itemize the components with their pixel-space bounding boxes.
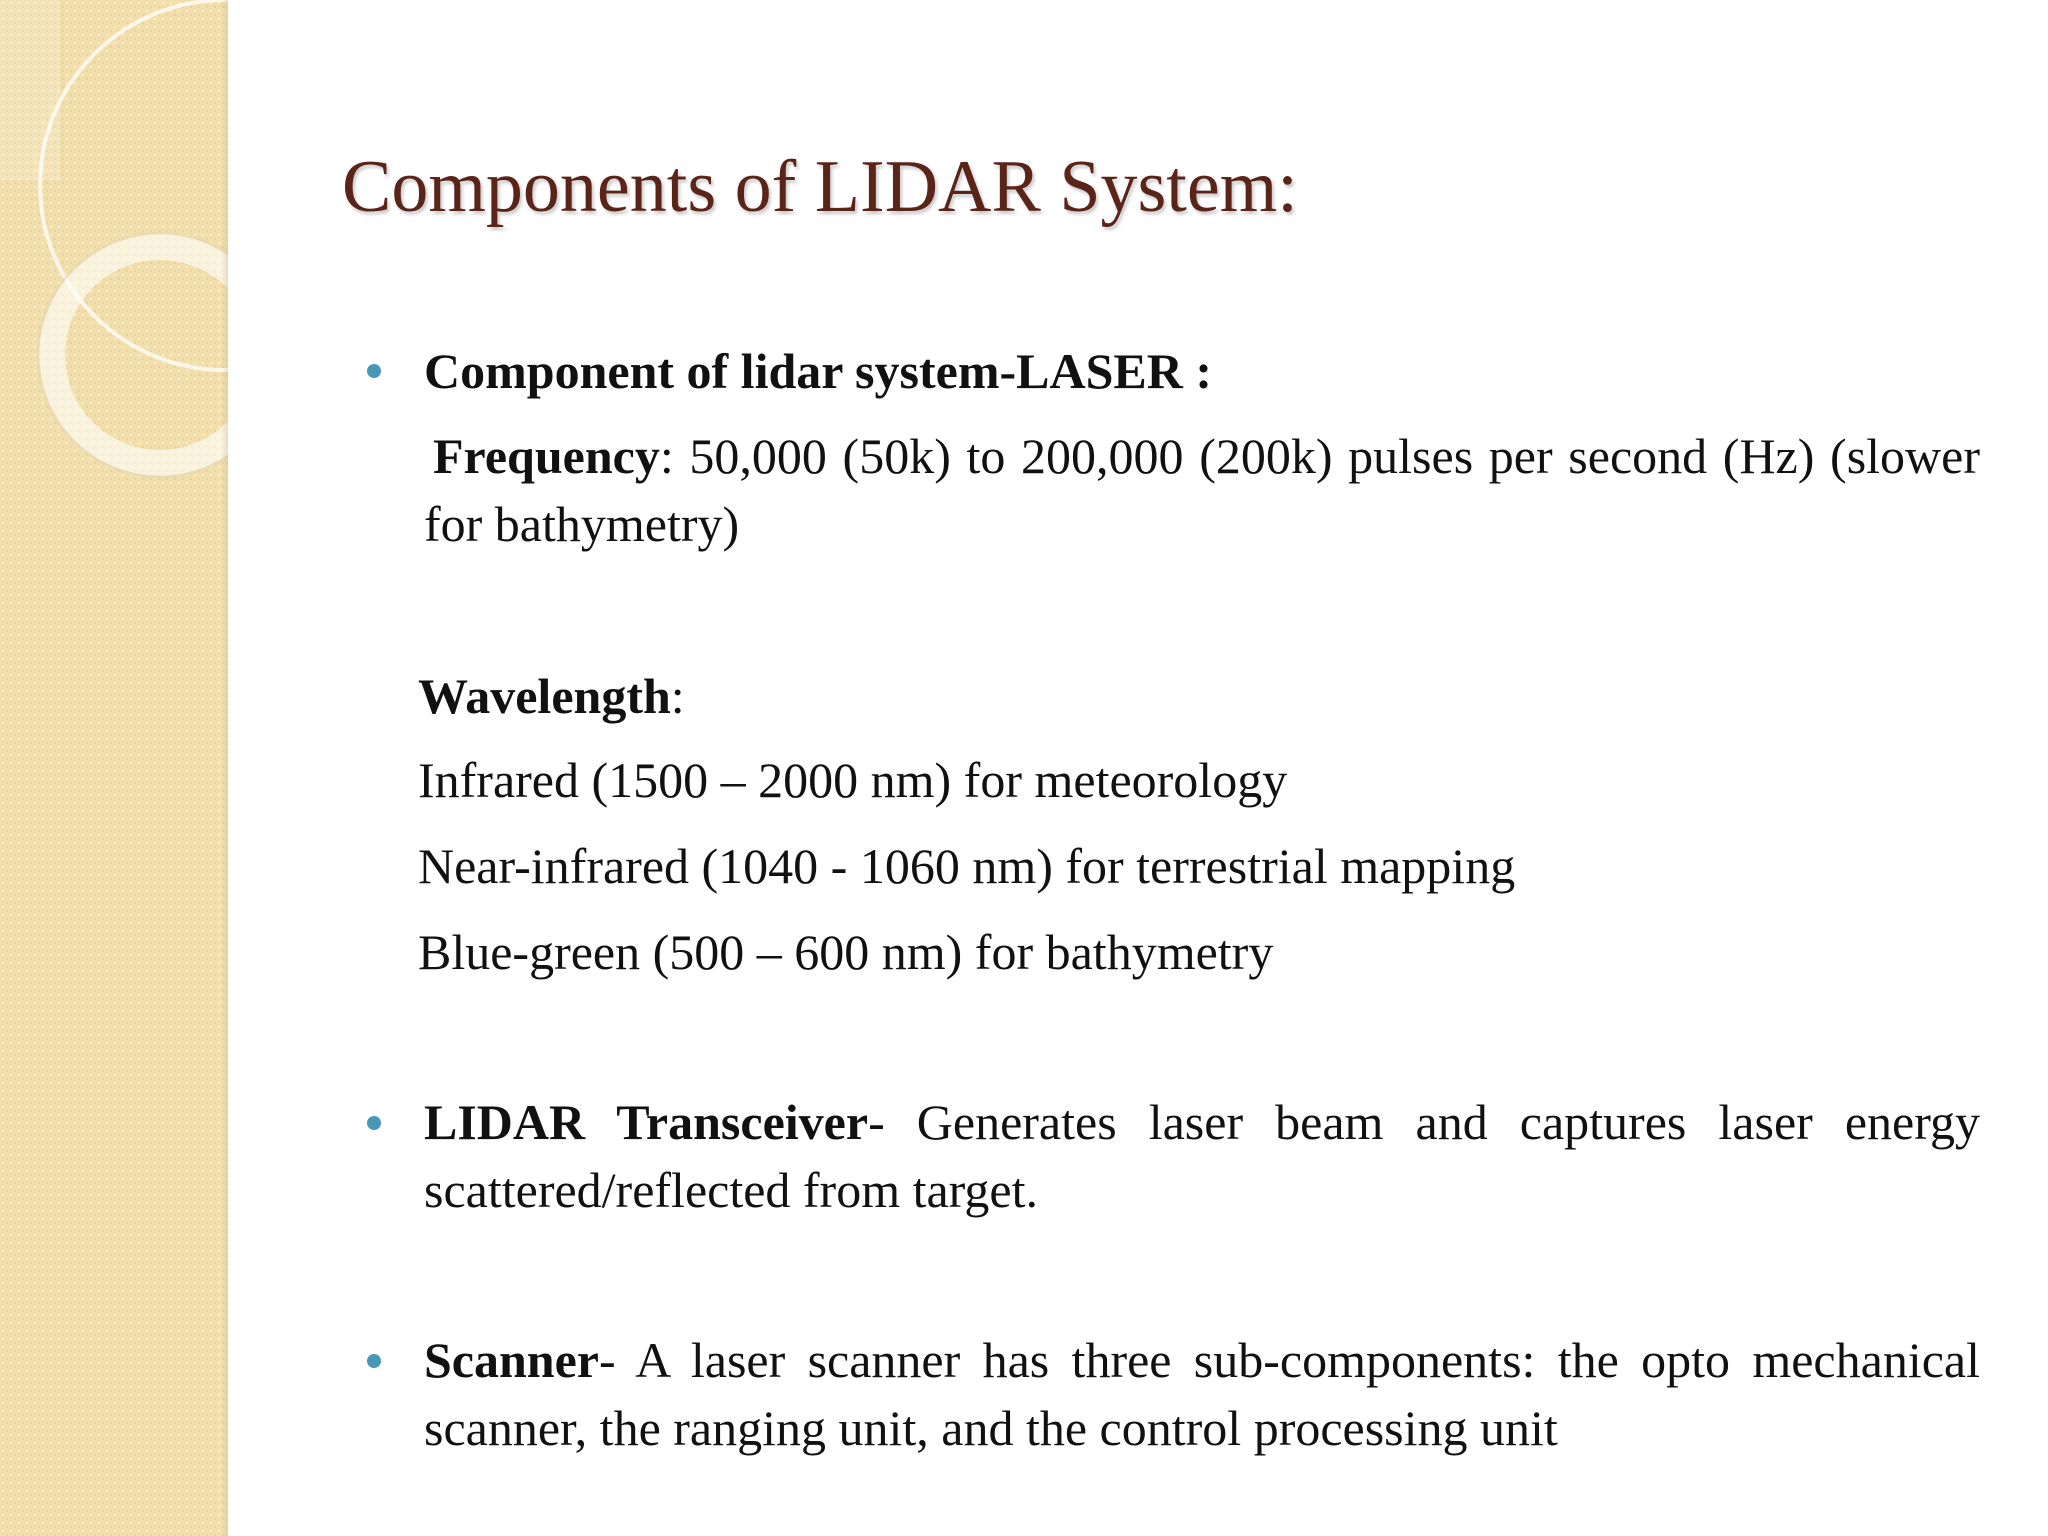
scanner-text: - A laser scanner has three sub-components: the opto mechanical scanner, the ranging unit, and the control processing unit [424,1332,1980,1456]
wavelength-item: Blue-green (500 – 600 nm) for bathymetry [418,924,1274,980]
bullet-marker [367,1116,381,1130]
wavelength-item: Infrared (1500 – 2000 nm) for meteorology [418,752,1288,808]
transceiver-paragraph [424,1088,1980,1224]
wavelength-colon: : [670,668,685,724]
wavelength-item: Near-infrared (1040 - 1060 nm) for terrestrial mapping [418,838,1516,894]
laser-heading: Component of lidar system-LASER : [424,343,1212,399]
wavelength-heading [418,662,685,730]
bullet-marker [367,364,381,378]
wavelength-label: Wavelength [418,668,671,724]
bullet-marker [367,1354,381,1368]
frequency-text: : 50,000 (50k) to 200,000 (200k) pulses per second (Hz) (slower for bathymetry) [424,428,1980,552]
transceiver-label: LIDAR Transceiver [424,1094,869,1150]
transceiver-text: - Generates laser beam and captures laser energy scattered/reflected from target. [424,1094,1980,1218]
frequency-paragraph [424,422,1980,558]
frequency-label: Frequency [433,428,660,484]
scanner-paragraph [424,1326,1980,1462]
slide-title: Components of LIDAR System: [342,146,1298,228]
scanner-label: Scanner [424,1332,599,1388]
